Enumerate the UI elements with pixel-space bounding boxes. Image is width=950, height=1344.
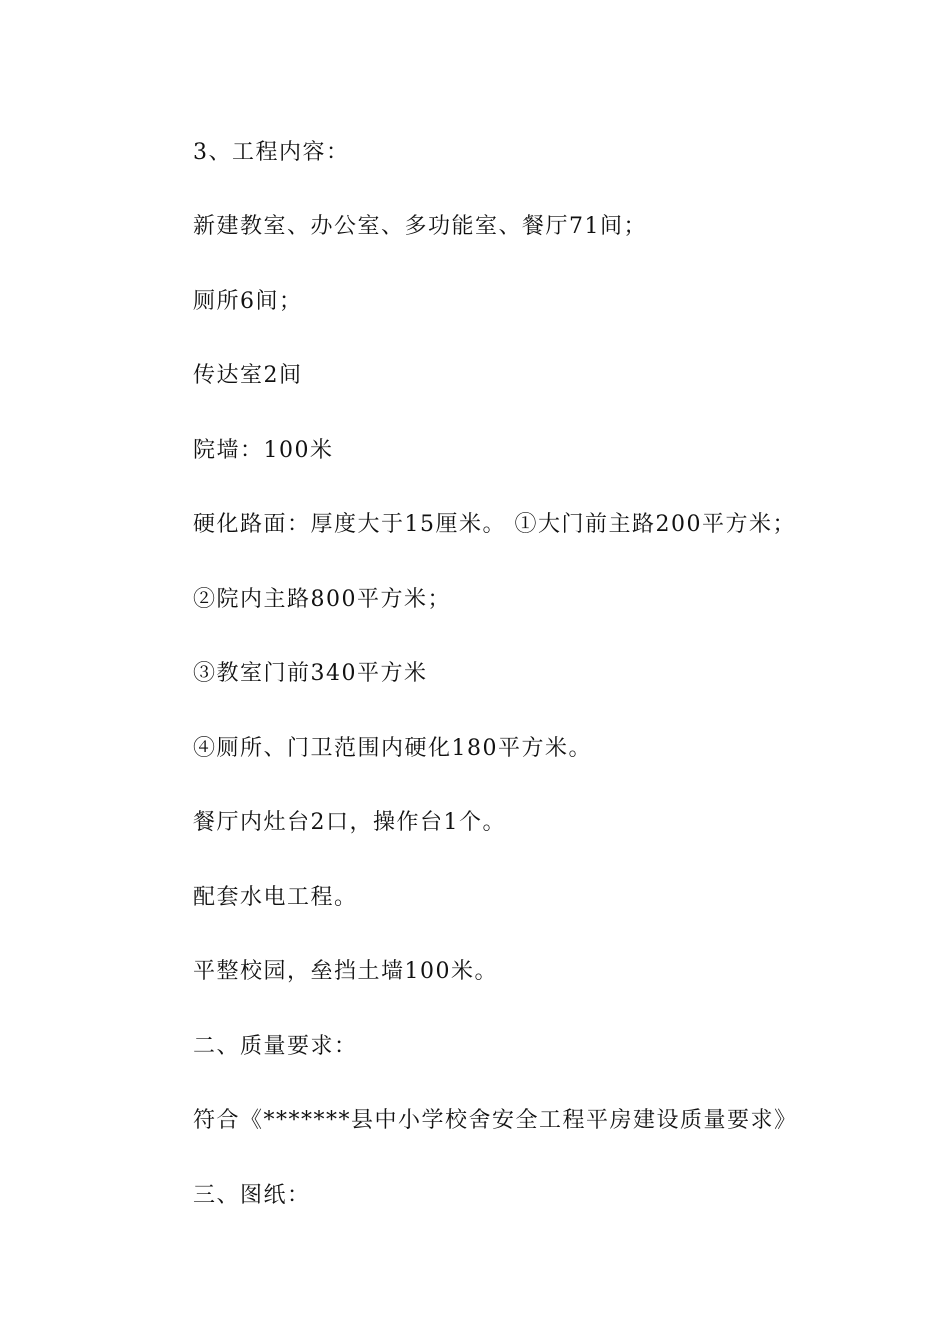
paragraph-kitchen-stoves: 餐厅内灶台2口，操作台1个。 <box>193 810 506 835</box>
section-heading-quality: 二、质量要求： <box>193 1034 358 1059</box>
paragraph-hardened-road: 硬化路面：厚度大于15厘米。 ①大门前主路200平方米； <box>193 512 796 537</box>
paragraph-classroom-front: ③教室门前340平方米 <box>193 661 428 686</box>
paragraph-reception-room: 传达室2间 <box>193 363 303 388</box>
paragraph-utilities: 配套水电工程。 <box>193 885 358 910</box>
paragraph-inner-main-road: ②院内主路800平方米； <box>193 587 451 612</box>
section-heading-drawings: 三、图纸： <box>193 1183 311 1208</box>
paragraph-quality-standard: 符合《*******县中小学校舍安全工程平房建设质量要求》 <box>193 1108 798 1133</box>
paragraph-campus-leveling: 平整校园，垒挡土墙100米。 <box>193 959 498 984</box>
paragraph-courtyard-wall: 院墙：100米 <box>193 438 334 463</box>
paragraph-new-rooms: 新建教室、办公室、多功能室、餐厅71间； <box>193 214 647 239</box>
paragraph-toilet-gate-area: ④厕所、门卫范围内硬化180平方米。 <box>193 736 592 761</box>
paragraph-toilets: 厕所6间； <box>193 289 303 314</box>
section-heading-project-content: 3、工程内容： <box>193 140 350 165</box>
